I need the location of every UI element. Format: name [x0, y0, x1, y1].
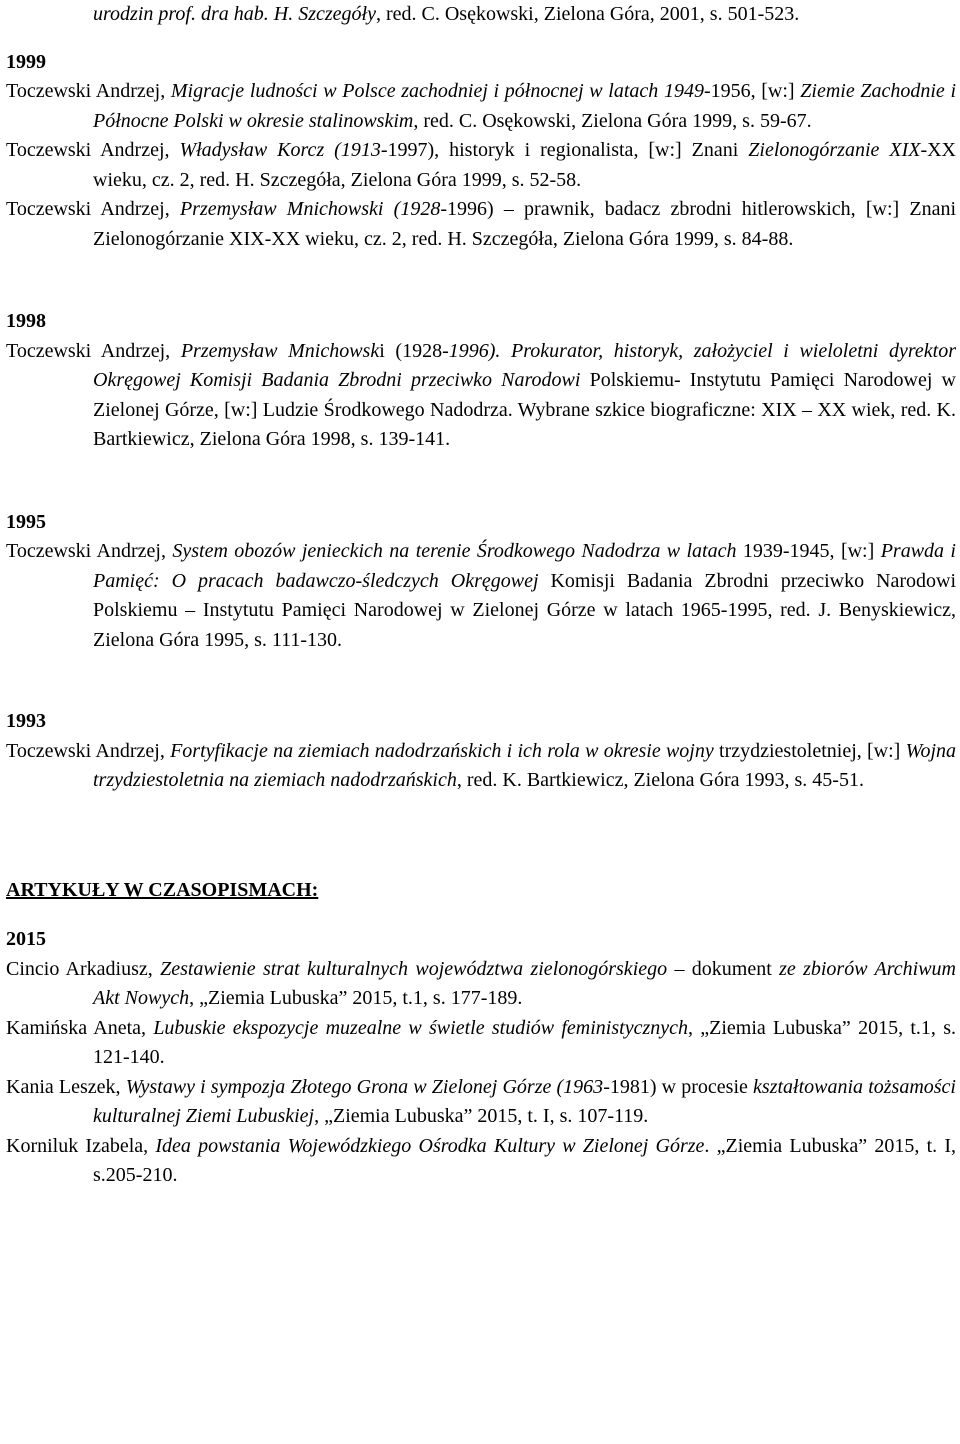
entry-mid: – dokument	[667, 957, 780, 980]
bibliography-entry	[6, 1014, 956, 1073]
entry-source: ze zbiorów Archiwum Akt Nowych	[93, 957, 956, 1009]
year-heading: 1995	[6, 510, 46, 533]
entry-title: Wystawy i sympozja Złotego Grona w Zielonej Górze (1963	[125, 1075, 604, 1098]
entry-source: 1996). Prokurator, historyk, założyciel i wieloletni dyrektor Okręgowej Komisji Badania Zbrodni przeciwko Narodowi	[93, 339, 956, 391]
entry-source: Wojna trzydziestoletnia na ziemiach nadodrzańskich	[93, 739, 957, 791]
entry-source: kształtowania tożsamości kulturalnej Ziemi Lubuskiej	[93, 1075, 956, 1127]
entry-author: Toczewski Andrzej,	[6, 198, 180, 220]
entry-mid: 1939-1945, [w:]	[736, 540, 881, 562]
entry-title: Idea powstania Wojewódzkiego Ośrodka Kultury w Zielonej Górze	[155, 1134, 705, 1157]
entry-rest: Polskiemu- Instytutu Pamięci Narodowej w Zielonej Górze, [w:] Ludzie Środkowego Nadodrza. Wybrane szkice biograficzne: XIX – XX wiek, red. K. Bartkiewicz, Zielona Góra 1998, s. 139-141.	[93, 369, 956, 450]
bibliography-entry	[6, 1132, 956, 1191]
document-page	[6, 0, 956, 1191]
bibliography-entry	[6, 337, 956, 455]
entry-mid: -1997), historyk i regionalista, [w:] Znani	[380, 139, 749, 161]
entry-author: Toczewski Andrzej,	[6, 339, 181, 362]
entry-title: Przemysław Mnichowsk	[180, 339, 380, 362]
bibliography-entry	[6, 1073, 956, 1132]
entry-author: Toczewski Andrzej,	[6, 80, 171, 102]
entry-rest: , „Ziemia Lubuska” 2015, t.1, s. 177-189.	[189, 987, 523, 1009]
entry-author: Toczewski Andrzej,	[6, 540, 173, 562]
entry-rest: , red. C. Osękowski, Zielona Góra 1999, s. 59-67.	[413, 109, 812, 132]
bibliography-entry	[6, 195, 956, 254]
continuation-entry	[6, 0, 956, 30]
entry-title: Migracje ludności w Polsce zachodniej i północnej w latach 1949	[170, 80, 704, 102]
entry-mid: trzydziestoletniej, [w:]	[713, 739, 906, 762]
entry-author: Kamińska Aneta,	[6, 1016, 154, 1039]
entry-mid: -1981) w procesie	[603, 1075, 754, 1098]
entry-title: Władysław Korcz (1913	[179, 139, 381, 161]
entry-mid: -1956, [w:]	[703, 80, 801, 102]
entry-rest: Komisji Badania Zbrodni przeciwko Narodowi Polskiemu – Instytutu Pamięci Narodowej w Zielonej Górze w latach 1965-1995, red. J. Benyskiewicz, Zielona Góra 1995, s. 111-130.	[93, 569, 957, 651]
bibliography-entry	[6, 737, 956, 796]
entry-rest: , „Ziemia Lubuska” 2015, t. I, s. 107-119.	[314, 1105, 649, 1127]
entry-author: Kania Leszek,	[6, 1075, 126, 1098]
entry-title: Zestawienie strat kulturalnych województwa zielonogórskiego	[160, 957, 668, 980]
entry-mid: -1996) – prawnik, badacz zbrodni hitlerowskich, [w:] Znani Zielonogórzanie XIX-XX wieku, cz. 2, red. H. Szczegóła, Zielona Góra 1999, s. 84-88.	[93, 198, 957, 250]
entry-mid: . „Ziemia Lubuska” 2015, t. I, s.205-210.	[93, 1134, 956, 1186]
entry-author: Toczewski Andrzej,	[6, 139, 180, 161]
entry-author: Cincio Arkadiusz,	[6, 957, 161, 980]
entry-rest: -XX wieku, cz. 2, red. H. Szczegóła, Zielona Góra 1999, s. 52-58.	[93, 139, 956, 191]
entry-mid: , „Ziemia Lubuska” 2015, t.1, s. 121-140.	[93, 1016, 956, 1068]
entry-title: System obozów jenieckich na terenie Środkowego Nadodrza w latach	[172, 540, 737, 562]
bibliography-entry	[6, 77, 956, 136]
entry-source: Ziemie Zachodnie i Północne Polski w okresie stalinowskim	[93, 80, 957, 132]
year-heading: 1999	[6, 50, 46, 73]
entry-author: Toczewski Andrzej,	[6, 739, 171, 762]
entry-title: Lubuskie ekspozycje muzealne w świetle studiów feministycznych	[153, 1016, 688, 1039]
bibliography-entry	[6, 955, 956, 1014]
year-heading: 1998	[6, 310, 46, 332]
bibliography-entry	[6, 136, 956, 195]
entry-author: Korniluk Izabela,	[6, 1134, 156, 1157]
entry-source: Zielonogórzanie XIX	[748, 139, 921, 161]
continuation-rest: , red. C. Osękowski, Zielona Góra, 2001, s. 501-523.	[375, 3, 800, 25]
bibliography-entry	[6, 537, 956, 655]
entry-rest: , red. K. Bartkiewicz, Zielona Góra 1993, s. 45-51.	[456, 769, 864, 791]
year-heading: 2015	[6, 928, 46, 950]
section-heading: ARTYKUŁY W CZASOPISMACH:	[6, 878, 319, 901]
entry-source: Prawda i Pamięć: O pracach badawczo-śledczych Okręgowej	[93, 540, 956, 592]
entry-title: Przemysław Mnichowski (1928	[179, 198, 441, 220]
continuation-italic: urodzin prof. dra hab. H. Szczegóły	[93, 3, 376, 25]
entry-title: Fortyfikacje na ziemiach nadodrzańskich i ich rola w okresie wojny	[170, 739, 714, 762]
year-heading: 1993	[6, 710, 46, 732]
entry-mid: i (1928-	[379, 339, 449, 362]
